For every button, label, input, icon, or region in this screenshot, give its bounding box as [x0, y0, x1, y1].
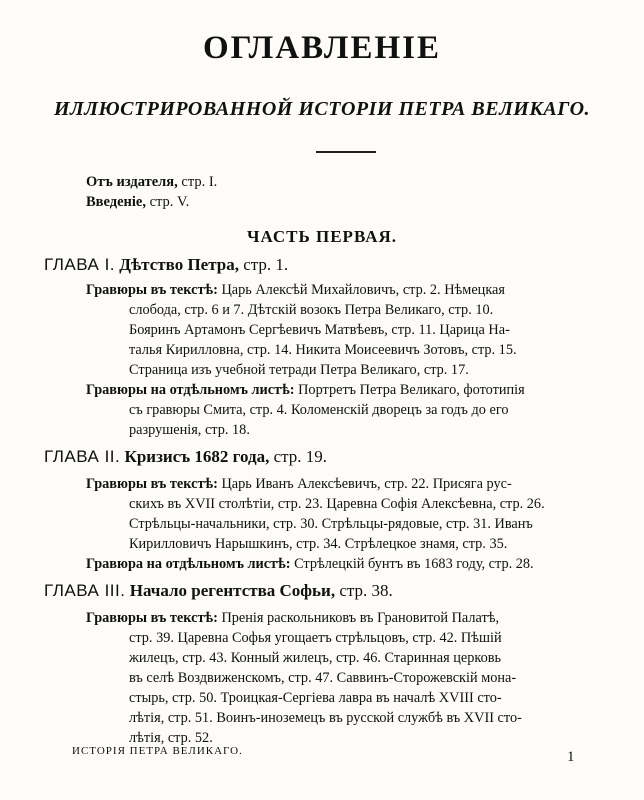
chapter-1-line: [129, 321, 510, 340]
chapter-3-line: [129, 649, 501, 668]
chapter-heading-1: [44, 254, 288, 276]
entry-text: Стрѣльцы-начальники, стр. 30. Стрѣльцы-рядовые, стр. 31. Иванъ: [129, 516, 533, 532]
entry-text: Царь Алексѣй Михайловичъ, стр. 2. Нѣмецкая: [217, 282, 505, 298]
entry-text: Портретъ Петра Великаго, фототипія: [294, 382, 525, 398]
chapter-1-line: [129, 401, 509, 420]
chapter-number: ГЛАВА II.: [44, 447, 121, 466]
entry-label: Гравюры въ текстѣ:: [86, 476, 218, 492]
entry-text: Кирилловичъ Нарышкинъ, стр. 34. Стрѣлецкое знамя, стр. 35.: [129, 536, 508, 552]
intro-entry-ref: стр. V.: [145, 194, 190, 210]
entry-text: талья Кирилловна, стр. 14. Никита Моисеевичъ Зотовъ, стр. 15.: [129, 342, 517, 358]
chapter-heading-2: [44, 446, 327, 468]
chapter-title: Кризисъ 1682 года,: [124, 447, 270, 466]
entry-text: жилецъ, стр. 43. Конный жилецъ, стр. 46. Старинная церковь: [129, 650, 502, 666]
entry-text: разрушенія, стр. 18.: [129, 422, 250, 438]
chapter-number: ГЛАВА III.: [44, 581, 126, 600]
chapter-1-line: [129, 361, 469, 380]
chapter-heading-3: [44, 580, 393, 602]
chapter-1-line: [86, 281, 505, 300]
chapter-3-line: [129, 689, 502, 708]
entry-text: Стрѣлецкій бунтъ въ 1683 году, стр. 28.: [290, 556, 534, 572]
chapter-ref: стр. 38.: [335, 581, 393, 600]
chapter-1-line: [129, 341, 517, 360]
entry-text: въ селѣ Воздвиженскомъ, стр. 47. Саввинъ-Сторожевскій мона-: [129, 670, 517, 686]
entry-text: Пренія раскольниковъ въ Грановитой Палатѣ,: [217, 610, 500, 626]
intro-entry-introduction: [86, 192, 189, 212]
chapter-2-line: [129, 535, 507, 554]
entry-text: стырь, стр. 50. Троицкая-Сергіева лавра въ началѣ XVIII сто-: [129, 690, 502, 706]
chapter-1-line: [129, 421, 250, 440]
entry-text: Царь Иванъ Алексѣевичъ, стр. 22. Присяга рус-: [217, 476, 512, 492]
entry-text: лѣтія, стр. 52.: [129, 730, 213, 746]
chapter-1-line: [86, 381, 525, 400]
chapter-title: Начало регентства Софьи,: [129, 581, 336, 600]
title-divider: [316, 151, 376, 153]
page-number: 1: [567, 749, 575, 765]
chapter-title: Дѣтство Петра,: [119, 255, 239, 274]
entry-label: Гравюры въ текстѣ:: [86, 610, 218, 626]
entry-text: стр. 39. Царевна Софья угощаетъ стрѣльцовъ, стр. 42. Пѣшій: [129, 630, 502, 646]
page-subtitle: ИЛЛЮСТРИРОВАННОЙ ИСТОРІИ ПЕТРА ВЕЛИКАГО.: [53, 98, 591, 120]
chapter-ref: стр. 19.: [269, 447, 328, 466]
chapter-2-line: [129, 495, 545, 514]
chapter-2-line: [86, 475, 512, 494]
entry-text: слобода, стр. 6 и 7. Дѣтскій возокъ Петра Великаго, стр. 10.: [129, 302, 494, 318]
entry-label: Гравюра на отдѣльномъ листѣ:: [86, 556, 291, 572]
chapter-3-line: [129, 669, 516, 688]
entry-text: скихъ въ XVII столѣтіи, стр. 23. Царевна Софія Алексѣевна, стр. 26.: [129, 496, 545, 512]
chapter-3-line: [129, 629, 502, 648]
intro-entry-label: Введеніе,: [86, 194, 146, 210]
chapter-3-line: [129, 709, 522, 728]
chapter-ref: стр. 1.: [238, 255, 289, 274]
part-heading: ЧАСТЬ ПЕРВАЯ.: [246, 227, 398, 246]
running-footer-title: ИСТОРІЯ ПЕТРА ВЕЛИКАГО.: [72, 745, 243, 757]
chapter-2-line: [129, 515, 533, 534]
entry-text: Страница изъ учебной тетради Петра Великаго, стр. 17.: [129, 362, 469, 378]
intro-entry-ref: стр. I.: [177, 174, 218, 190]
chapter-3-line: [86, 609, 499, 628]
chapter-1-line: [129, 301, 493, 320]
chapter-2-line: [86, 555, 534, 574]
intro-entry-label: Отъ издателя,: [86, 174, 178, 190]
intro-entry-publisher: [86, 172, 217, 192]
entry-text: съ гравюры Смита, стр. 4. Коломенскій дворецъ за годъ до его: [129, 402, 509, 418]
page-title: ОГЛАВЛЕНІЕ: [203, 30, 441, 66]
entry-text: лѣтія, стр. 51. Воинъ-иноземецъ въ русской службѣ въ XVII сто-: [129, 710, 522, 726]
chapter-number: ГЛАВА I.: [44, 255, 116, 274]
entry-text: Бояринъ Артамонъ Сергѣевичъ Матвѣевъ, стр. 11. Царица На-: [129, 322, 510, 338]
entry-label: Гравюры въ текстѣ:: [86, 282, 218, 298]
entry-label: Гравюры на отдѣльномъ листѣ:: [86, 382, 295, 398]
